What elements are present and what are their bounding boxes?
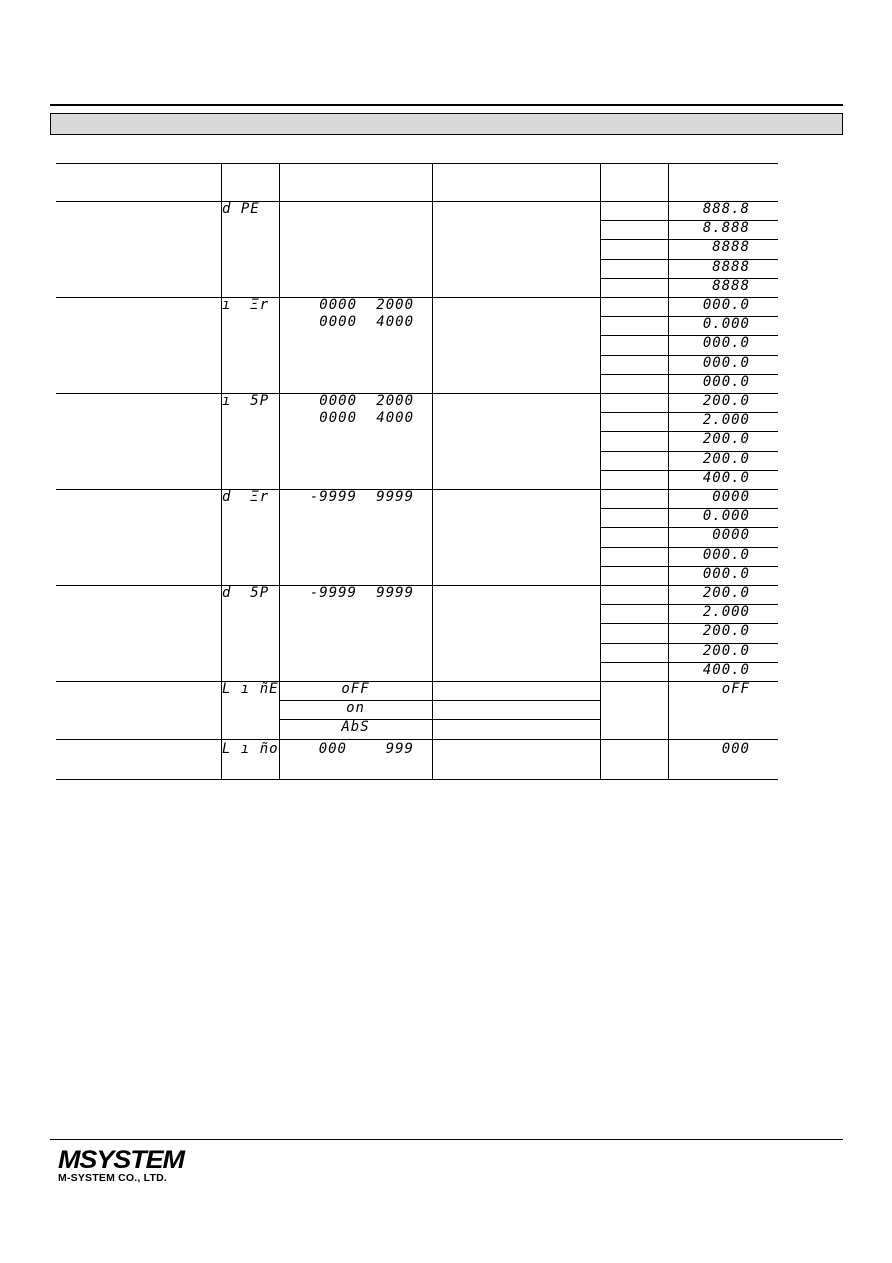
default-value: 000 (721, 740, 750, 757)
default-value: 0000 (712, 489, 750, 505)
parameter-code: ı Ξr (222, 297, 270, 313)
default-value: 8.888 (702, 220, 750, 237)
range-from: -9999 (309, 489, 357, 505)
parameter-code: d 5P (222, 585, 270, 601)
default-value: 400.0 (702, 661, 750, 678)
section-title-bar (50, 113, 843, 135)
range-to: 999 (385, 740, 414, 757)
parameter-code: L ı ñE (222, 681, 279, 697)
default-value: 000.0 (702, 373, 750, 390)
table-top-rule (56, 163, 778, 164)
parameter-code: d Ξr (222, 489, 270, 505)
setting-option: AbS (341, 719, 370, 736)
default-value: 8888 (712, 277, 750, 294)
company-logo (58, 1146, 184, 1184)
default-value: 000.0 (702, 565, 750, 582)
table-bottom-rule (56, 779, 778, 780)
range-to: 9999 (376, 585, 414, 601)
default-value: 2.000 (702, 412, 750, 429)
column-rule-3 (432, 163, 433, 779)
default-value: 200.0 (702, 450, 750, 467)
setting-option: oFF (341, 681, 370, 697)
column-rule-4 (600, 163, 601, 779)
range-from: 0000 (319, 393, 357, 409)
footer-rule (50, 1139, 843, 1140)
range-to: 4000 (376, 410, 414, 426)
default-value: oFF (721, 681, 750, 697)
range-from: 0000 (319, 410, 357, 426)
company-name: M-SYSTEM CO., LTD. (58, 1172, 167, 1184)
default-value: 200.0 (702, 642, 750, 659)
parameter-code: L ı ño (222, 740, 279, 757)
default-value: 400.0 (702, 469, 750, 486)
default-value: 200.0 (702, 393, 750, 409)
default-value: 888.8 (702, 201, 750, 217)
setting-option: on (346, 700, 365, 717)
header-rule (50, 104, 843, 106)
default-value: 200.0 (702, 623, 750, 640)
parameter-code: d PE (222, 201, 260, 217)
default-value: 200.0 (702, 431, 750, 448)
default-value: 200.0 (702, 585, 750, 601)
parameter-code: ı 5P (222, 393, 270, 409)
range-to: 2000 (376, 393, 414, 409)
default-value: 0.000 (702, 508, 750, 525)
range-to: 2000 (376, 297, 414, 313)
default-value: 000.0 (702, 297, 750, 313)
default-value: 000.0 (702, 335, 750, 352)
range-to: 9999 (376, 489, 414, 505)
default-value: 8888 (712, 258, 750, 275)
range-from: 000 (318, 740, 347, 757)
default-value: 000.0 (702, 546, 750, 563)
default-value: 8888 (712, 239, 750, 256)
default-value: 0000 (712, 527, 750, 544)
range-from: 0000 (319, 314, 357, 330)
logo-mark: MSYSTEM (58, 1146, 184, 1174)
range-from: 0000 (319, 297, 357, 313)
default-value: 2.000 (702, 604, 750, 621)
range-to: 4000 (376, 314, 414, 330)
default-value: 000.0 (702, 354, 750, 371)
default-value: 0.000 (702, 316, 750, 333)
range-from: -9999 (309, 585, 357, 601)
column-rule-5 (668, 163, 669, 779)
